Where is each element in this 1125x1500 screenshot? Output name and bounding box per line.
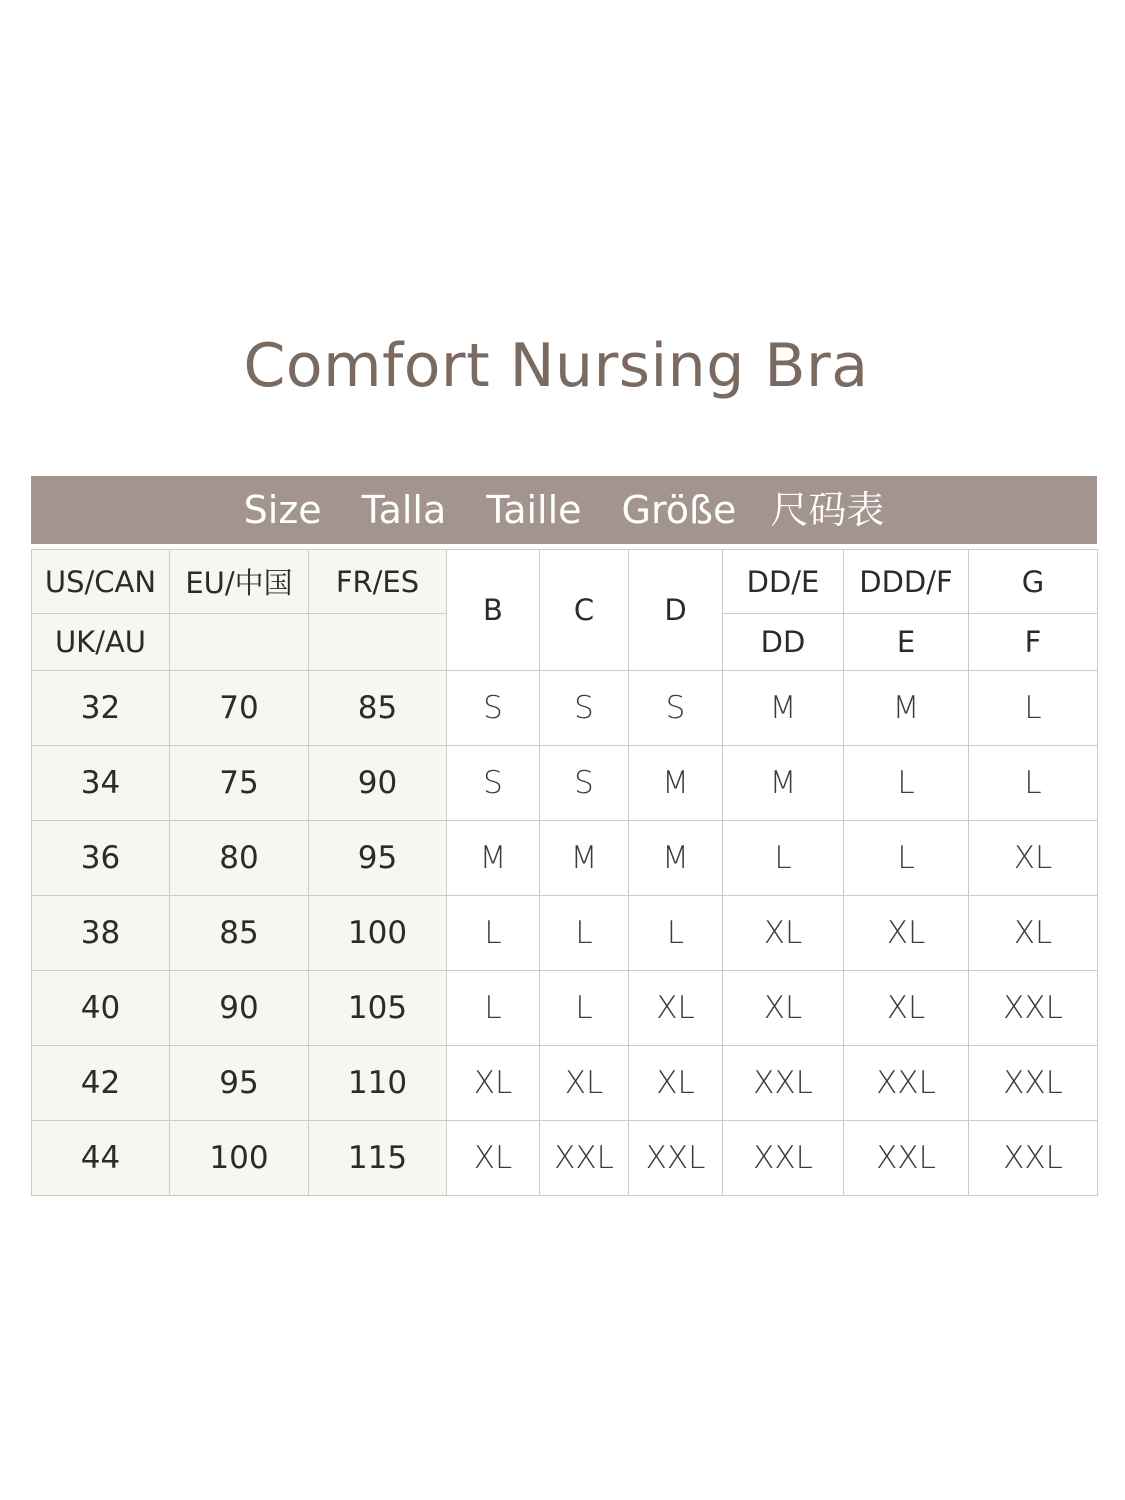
table-row [32, 896, 1098, 971]
size-cell: XL [969, 896, 1098, 971]
table-row [32, 1121, 1098, 1196]
header-us-can: US/CAN [32, 550, 170, 614]
size-chart-table [31, 549, 1098, 1196]
size-cell: XL [540, 1046, 629, 1121]
header-cup-f: F [969, 614, 1098, 671]
size-cell: L [844, 746, 969, 821]
band-us-cell: 42 [32, 1046, 170, 1121]
band-us-cell: 34 [32, 746, 170, 821]
size-cell: L [969, 746, 1098, 821]
size-cell: XL [629, 971, 723, 1046]
banner-label-chinese: 尺码表 [770, 488, 885, 532]
size-cell: XXL [969, 1121, 1098, 1196]
band-fr-cell: 110 [309, 1046, 447, 1121]
band-eu-cell: 70 [170, 671, 309, 746]
size-cell: XXL [540, 1121, 629, 1196]
band-fr-cell: 85 [309, 671, 447, 746]
size-cell: M [629, 821, 723, 896]
size-cell: L [447, 971, 540, 1046]
size-cell: L [447, 896, 540, 971]
size-cell: XXL [723, 1121, 844, 1196]
size-cell: M [723, 671, 844, 746]
size-cell: S [629, 671, 723, 746]
size-cell: XL [723, 971, 844, 1046]
size-cell: M [723, 746, 844, 821]
size-cell: XL [844, 896, 969, 971]
banner-label-taille: Taille [486, 488, 582, 532]
size-cell: S [447, 671, 540, 746]
size-cell: S [540, 671, 629, 746]
header-cup-e: E [844, 614, 969, 671]
banner-label-talla: Talla [361, 488, 447, 532]
size-cell: S [540, 746, 629, 821]
size-cell: M [447, 821, 540, 896]
size-cell: XXL [629, 1121, 723, 1196]
band-fr-cell: 100 [309, 896, 447, 971]
page-title: Comfort Nursing Bra [243, 331, 869, 401]
band-eu-cell: 90 [170, 971, 309, 1046]
header-cup-d: D [629, 550, 723, 671]
size-cell: M [629, 746, 723, 821]
size-cell: XXL [723, 1046, 844, 1121]
band-eu-cell: 75 [170, 746, 309, 821]
band-us-cell: 32 [32, 671, 170, 746]
size-cell: XL [969, 821, 1098, 896]
header-uk-au: UK/AU [32, 614, 170, 671]
header-blank-1 [170, 614, 309, 671]
size-cell: XXL [969, 971, 1098, 1046]
size-cell: L [540, 896, 629, 971]
table-row [32, 1046, 1098, 1121]
band-fr-cell: 95 [309, 821, 447, 896]
header-eu-cn: EU/中国 [170, 550, 309, 614]
band-us-cell: 38 [32, 896, 170, 971]
size-cell: XL [844, 971, 969, 1046]
size-cell: XXL [844, 1121, 969, 1196]
size-cell: M [540, 821, 629, 896]
size-cell: XXL [969, 1046, 1098, 1121]
size-cell: M [844, 671, 969, 746]
size-cell: XXL [844, 1046, 969, 1121]
header-cup-b: B [447, 550, 540, 671]
header-blank-2 [309, 614, 447, 671]
band-fr-cell: 105 [309, 971, 447, 1046]
size-cell: XL [447, 1121, 540, 1196]
banner-label-size: Size [243, 488, 322, 532]
header-cup-dd-e: DD/E [723, 550, 844, 614]
size-cell: L [723, 821, 844, 896]
table-row [32, 971, 1098, 1046]
size-cell: XL [723, 896, 844, 971]
header-cup-ddd-f: DDD/F [844, 550, 969, 614]
band-us-cell: 44 [32, 1121, 170, 1196]
band-fr-cell: 115 [309, 1121, 447, 1196]
band-us-cell: 36 [32, 821, 170, 896]
band-eu-cell: 95 [170, 1046, 309, 1121]
table-row [32, 821, 1098, 896]
size-cell: L [844, 821, 969, 896]
header-cup-c: C [540, 550, 629, 671]
header-row-1 [32, 550, 1098, 614]
band-eu-cell: 85 [170, 896, 309, 971]
band-fr-cell: 90 [309, 746, 447, 821]
size-banner [31, 476, 1097, 544]
size-cell: XL [629, 1046, 723, 1121]
header-fr-es: FR/ES [309, 550, 447, 614]
size-cell: S [447, 746, 540, 821]
size-cell: XL [447, 1046, 540, 1121]
size-cell: L [969, 671, 1098, 746]
band-eu-cell: 100 [170, 1121, 309, 1196]
band-us-cell: 40 [32, 971, 170, 1046]
band-eu-cell: 80 [170, 821, 309, 896]
header-cup-g: G [969, 550, 1098, 614]
table-row [32, 671, 1098, 746]
size-cell: L [540, 971, 629, 1046]
table-row [32, 746, 1098, 821]
header-cup-dd: DD [723, 614, 844, 671]
banner-label-grosse: Größe [621, 488, 737, 532]
size-cell: L [629, 896, 723, 971]
